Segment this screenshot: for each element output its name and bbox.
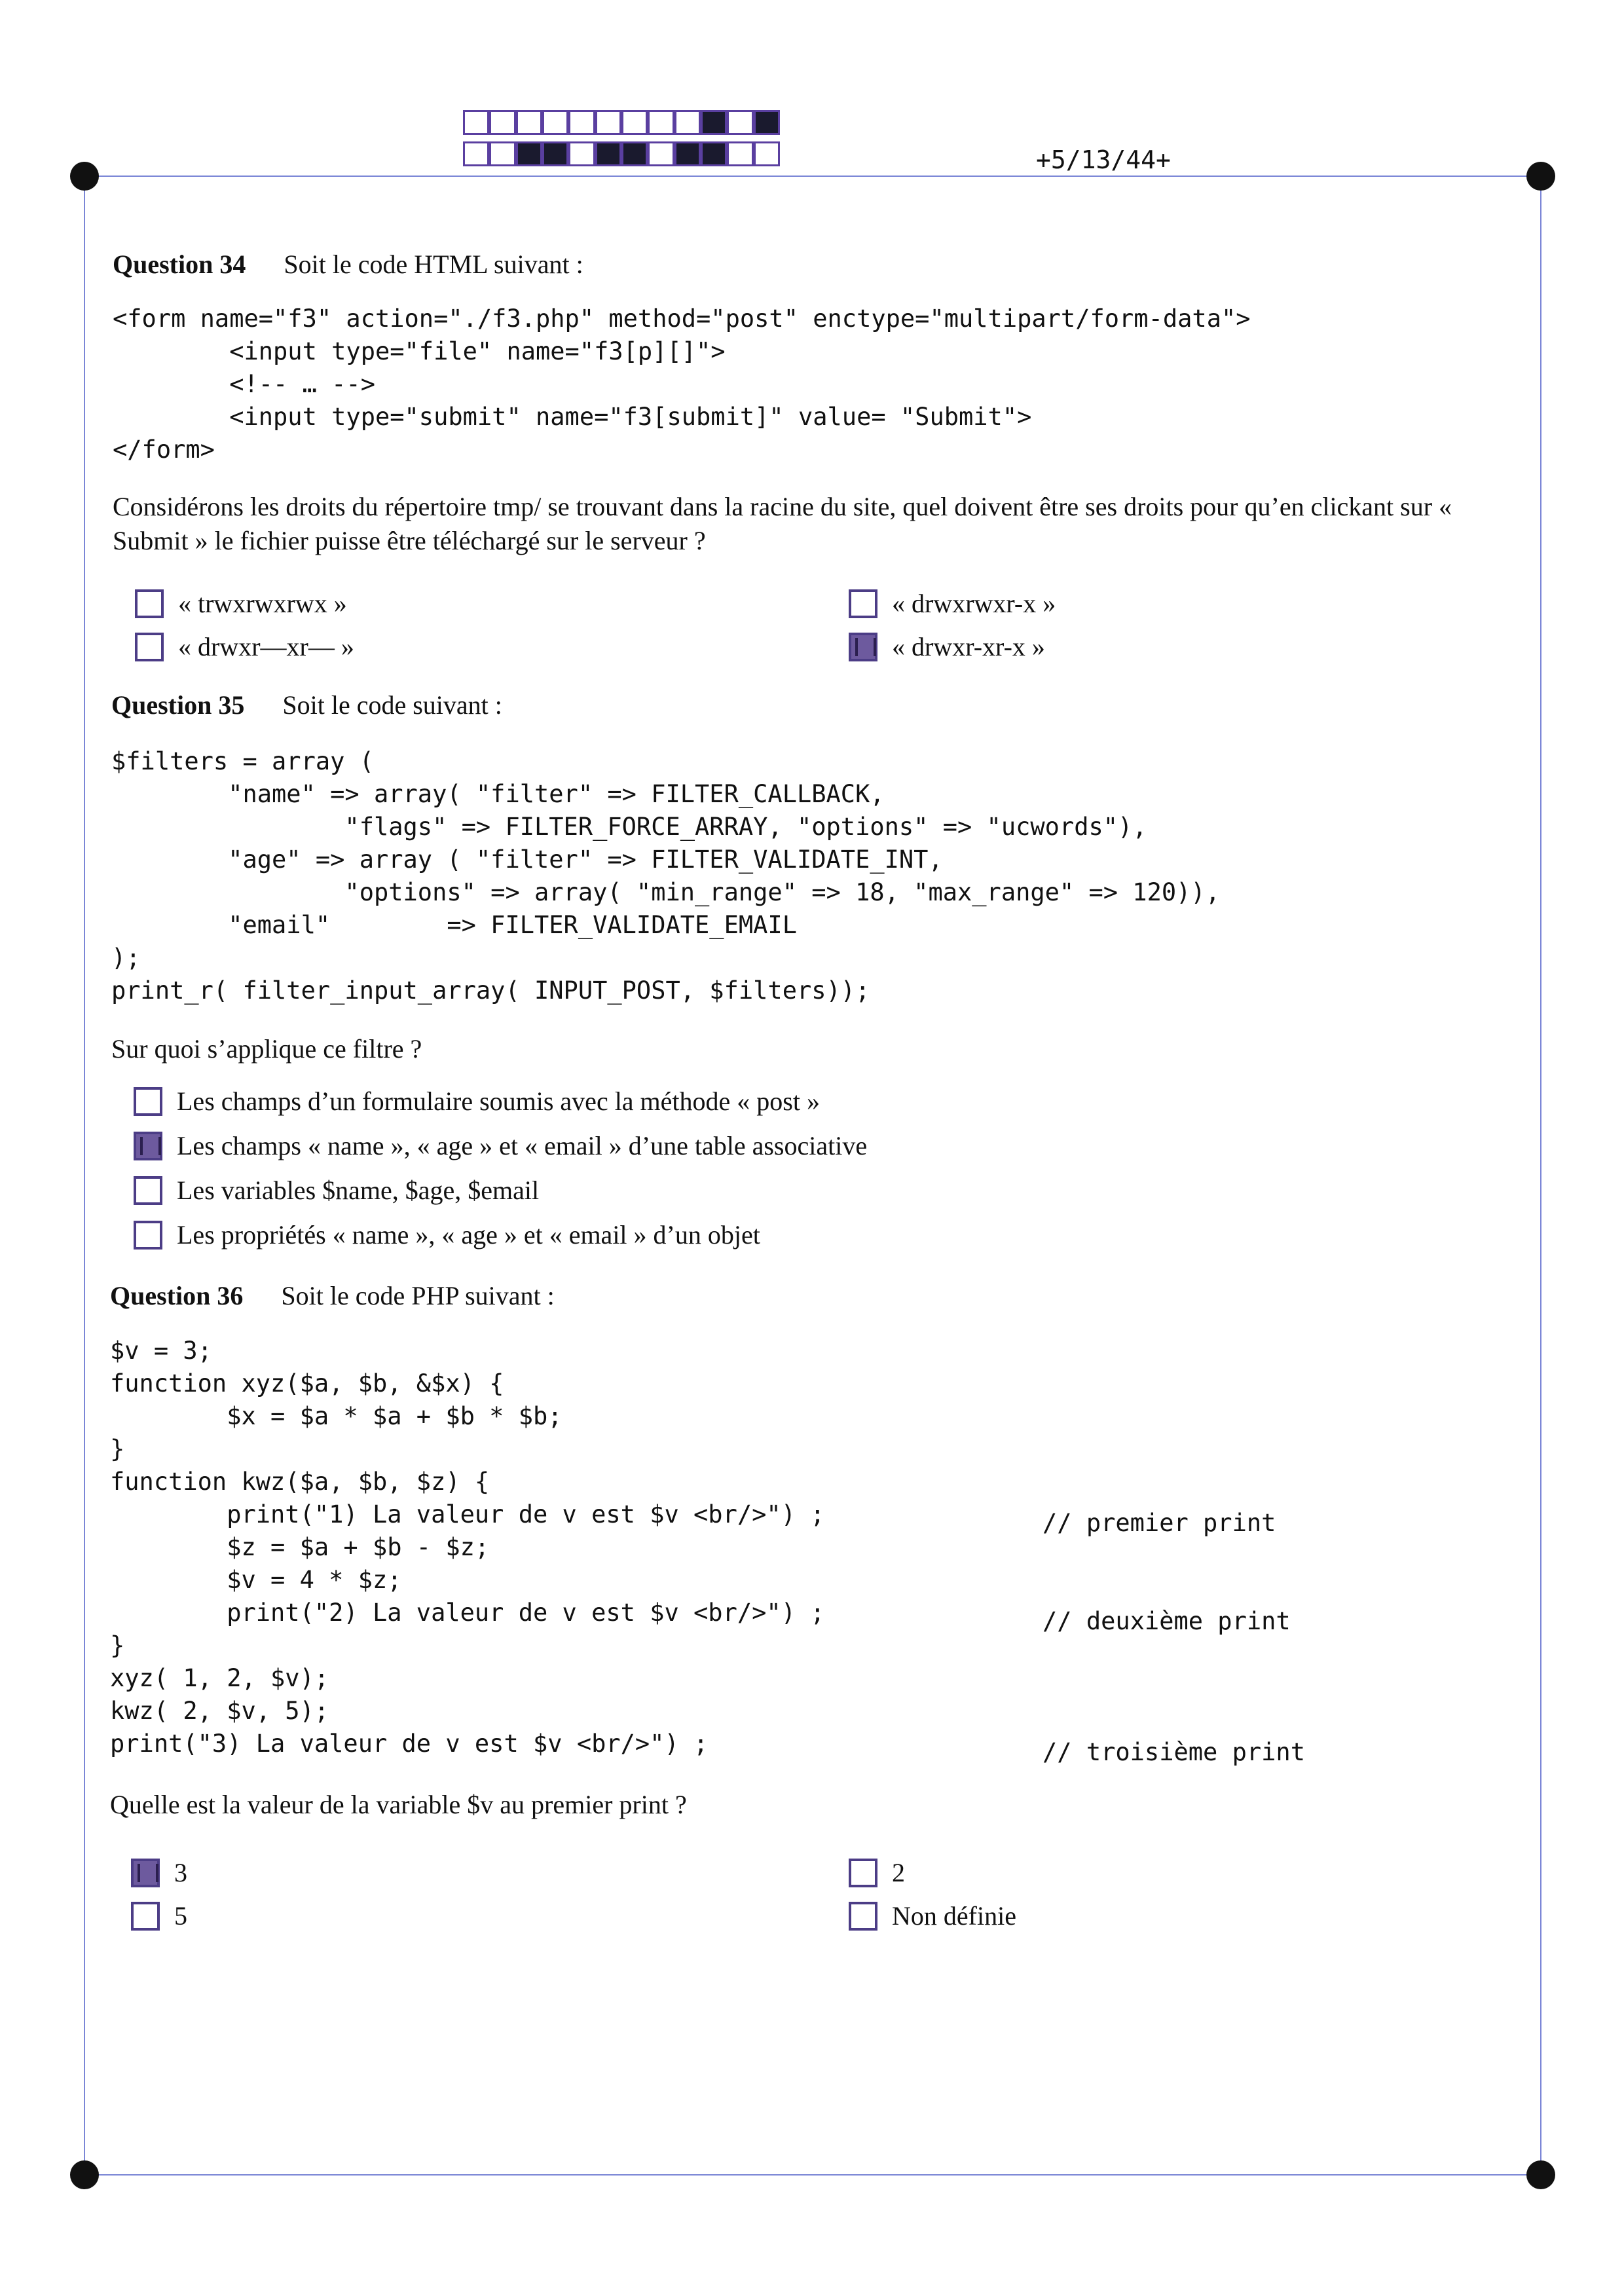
q36-option-2[interactable]	[849, 1857, 905, 1888]
checkbox[interactable]	[131, 1902, 160, 1931]
q35-option-1[interactable]	[134, 1086, 820, 1117]
checkbox-checked[interactable]	[849, 633, 877, 661]
q35-option-4[interactable]	[134, 1219, 760, 1250]
barcode-cell	[727, 110, 753, 135]
frame-left-line	[84, 176, 85, 2174]
q36-comment-3: // troisième print	[1043, 1738, 1305, 1766]
q36-comment-2: // deuxième print	[1043, 1607, 1291, 1635]
barcode-cell	[516, 141, 542, 166]
barcode-cell	[568, 110, 595, 135]
q36-option-4[interactable]	[849, 1900, 1016, 1931]
q34-option-2[interactable]	[849, 588, 1056, 619]
barcode-cell	[489, 141, 515, 166]
barcode-cell	[754, 110, 780, 135]
barcode-cell	[621, 110, 648, 135]
corner-marker-top-right	[1526, 162, 1555, 191]
corner-marker-bottom-left	[70, 2160, 99, 2189]
barcode-cell	[754, 141, 780, 166]
question-36-header	[110, 1280, 555, 1311]
checkbox[interactable]	[135, 633, 164, 661]
question-number: Question 36	[110, 1281, 244, 1310]
barcode-cell	[701, 110, 727, 135]
barcode-cell	[701, 141, 727, 166]
question-title: Soit le code PHP suivant :	[281, 1281, 555, 1310]
header-barcode-row-1	[463, 110, 780, 135]
option-label: 3	[174, 1858, 187, 1887]
q35-option-3[interactable]	[134, 1175, 539, 1206]
barcode-cell	[674, 141, 701, 166]
q35-prompt: Sur quoi s’applique ce filtre ?	[111, 1034, 422, 1064]
option-label: « drwxr-xr-x »	[892, 632, 1045, 661]
barcode-cell	[595, 110, 621, 135]
corner-marker-top-left	[70, 162, 99, 191]
checkbox[interactable]	[134, 1176, 162, 1205]
page-id: +5/13/44+	[1036, 145, 1171, 174]
q34-option-3[interactable]	[135, 631, 354, 662]
option-label: Non définie	[892, 1901, 1016, 1931]
option-label: « drwxrwxr-x »	[892, 589, 1056, 618]
checkbox[interactable]	[134, 1221, 162, 1250]
barcode-cell	[542, 141, 568, 166]
question-34-header	[113, 249, 583, 280]
checkbox[interactable]	[849, 1859, 877, 1887]
question-number: Question 35	[111, 690, 245, 720]
checkbox[interactable]	[134, 1087, 162, 1116]
barcode-cell	[542, 110, 568, 135]
q34-option-1[interactable]	[135, 588, 347, 619]
option-label: Les variables $name, $age, $email	[177, 1176, 540, 1205]
barcode-cell	[516, 110, 542, 135]
q36-option-3[interactable]	[131, 1900, 187, 1931]
q36-prompt: Quelle est la valeur de la variable $v au premier print ?	[110, 1790, 687, 1819]
option-label: « trwxrwxrwx »	[178, 589, 347, 618]
barcode-cell	[648, 141, 674, 166]
question-title: Soit le code HTML suivant :	[284, 250, 583, 279]
option-label: Les champs d’un formulaire soumis avec la méthode « post »	[177, 1086, 820, 1116]
option-label: 2	[892, 1858, 905, 1887]
corner-marker-bottom-right	[1526, 2160, 1555, 2189]
barcode-cell	[463, 141, 489, 166]
barcode-cell	[727, 141, 753, 166]
question-title: Soit le code suivant :	[282, 690, 502, 720]
q34-code-block: <form name="f3" action="./f3.php" method="post" enctype="multipart/form-data"> <input type="file" name="f3[p][]"> <!-- … --> <input type="submit" name="f3[submit]" value= "Submit"> </form>	[113, 305, 1251, 464]
checkbox[interactable]	[849, 1902, 877, 1931]
q34-prompt: Considérons les droits du répertoire tmp/ se trouvant dans la racine du site, quel doivent être ses droits pour qu’en clickant sur « Submit » le fichier puisse être téléchargé sur le serveur ?	[113, 492, 1452, 555]
checkbox[interactable]	[849, 589, 877, 618]
checkbox-checked[interactable]	[131, 1859, 160, 1887]
barcode-cell	[595, 141, 621, 166]
checkbox[interactable]	[135, 589, 164, 618]
q35-option-2[interactable]	[134, 1130, 867, 1161]
barcode-cell	[568, 141, 595, 166]
q36-option-1[interactable]	[131, 1857, 187, 1888]
barcode-cell	[463, 110, 489, 135]
frame-bottom-line	[89, 2174, 1541, 2176]
frame-right-line	[1540, 176, 1541, 2174]
question-number: Question 34	[113, 250, 246, 279]
q34-option-4[interactable]	[849, 631, 1045, 662]
frame-top-line	[89, 176, 1541, 177]
question-35-header	[111, 690, 502, 720]
option-label: Les champs « name », « age » et « email » d’une table associative	[177, 1131, 868, 1160]
q35-code-block: $filters = array ( "name" => array( "filter" => FILTER_CALLBACK, "flags" => FILTER_FORCE_ARRAY, "options" => "ucwords"), "age" => array ( "filter" => FILTER_VALIDATE_INT, "options" => array( "min_range" => 18, "max_range" => 120)), "email" => FILTER_VALIDATE_EMAIL ); print_r( filter_input_array( INPUT_POST, $filters));	[111, 747, 1220, 1005]
q36-comment-1: // premier print	[1043, 1509, 1276, 1537]
barcode-cell	[648, 110, 674, 135]
barcode-cell	[621, 141, 648, 166]
barcode-cell	[489, 110, 515, 135]
option-label: « drwxr—xr— »	[178, 632, 354, 661]
q36-code-block: $v = 3; function xyz($a, $b, &$x) { $x = $a * $a + $b * $b; } function kwz($a, $b, $z) { print("1) La valeur de v est $v <br/>") ; $z = $a + $b - $z; $v = 4 * $z; print("2) La valeur de v est $v <br/>") ; } xyz( 1, 2, $v); kwz( 2, $v, 5); print("3) La valeur de v est $v <br/>") ;	[110, 1337, 825, 1758]
option-label: 5	[174, 1901, 187, 1931]
barcode-cell	[674, 110, 701, 135]
header-barcode-row-2	[463, 141, 780, 166]
checkbox-checked[interactable]	[134, 1132, 162, 1160]
option-label: Les propriétés « name », « age » et « email » d’un objet	[177, 1220, 760, 1250]
